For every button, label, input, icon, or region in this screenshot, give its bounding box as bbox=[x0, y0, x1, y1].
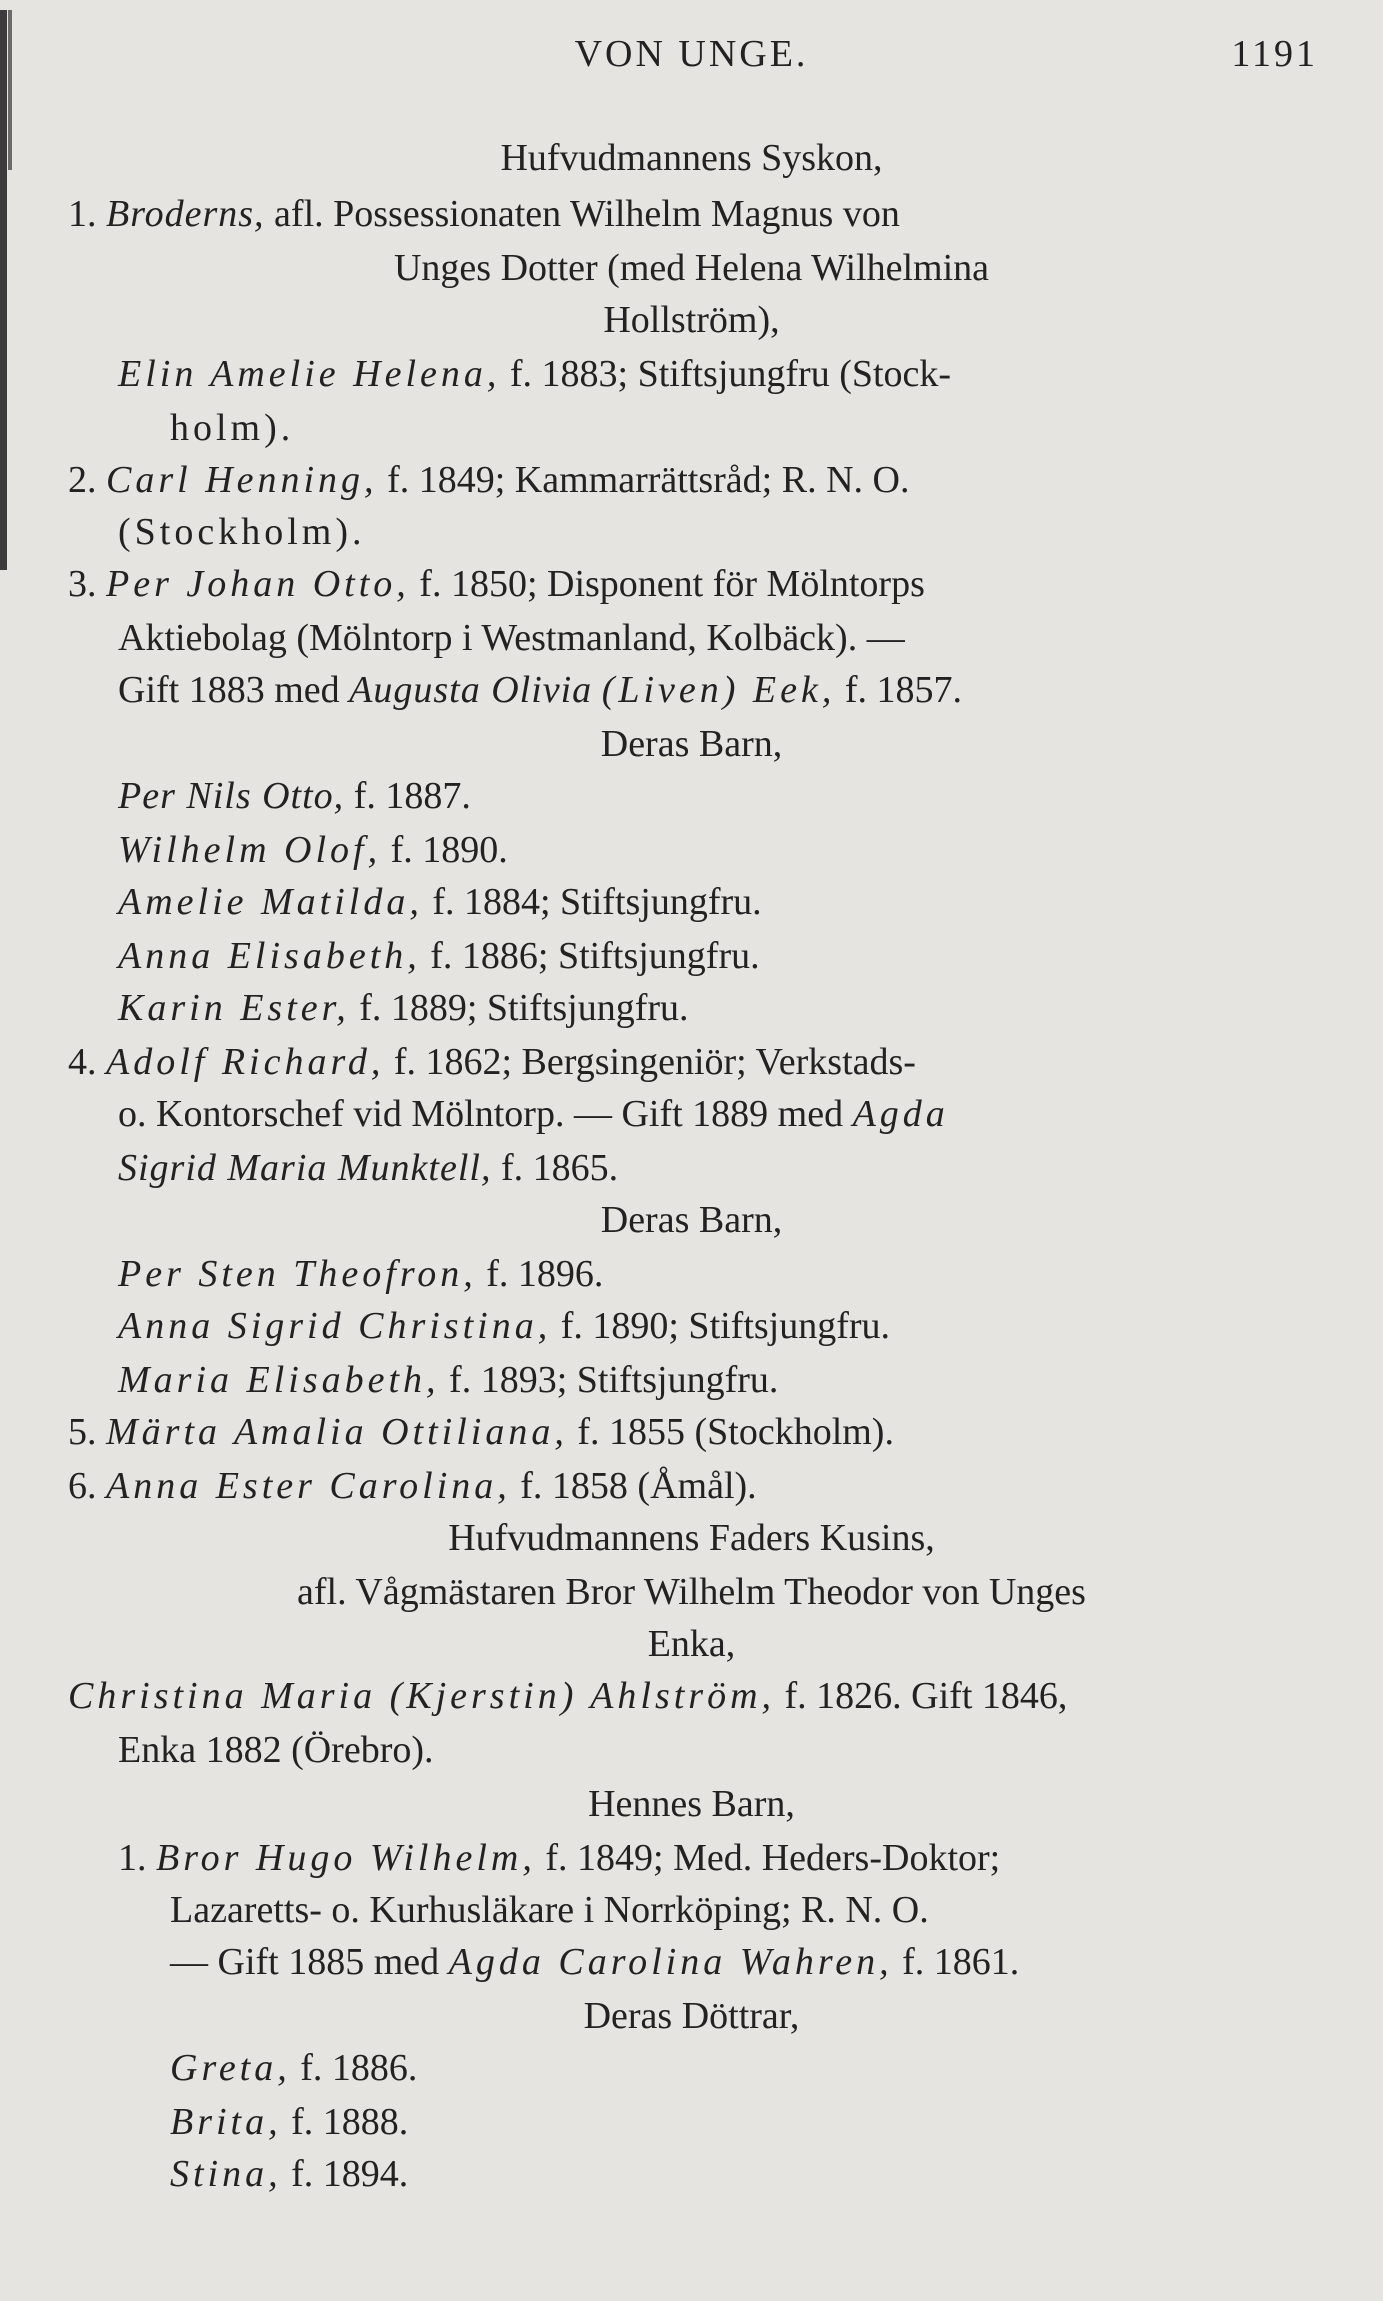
person-name: Maria Elisabeth, bbox=[118, 1359, 440, 1401]
widow-line-1: Christina Maria (Kjerstin) Ahlström, f. 1826. Gift 1846, bbox=[68, 1675, 1068, 1717]
entry-intro: Broderns, bbox=[106, 193, 265, 235]
list-item: Stina, f. 1894. bbox=[170, 2153, 409, 2195]
heading-cousins-line-2: afl. Vågmästaren Bror Wilhelm Theodor von Unges bbox=[297, 1571, 1086, 1613]
entry-2-line-2: (Stockholm). bbox=[118, 511, 366, 553]
list-item: Greta, f. 1886. bbox=[170, 2047, 418, 2089]
list-item: Maria Elisabeth, f. 1893; Stiftsjungfru. bbox=[118, 1359, 779, 1401]
entry-3-line-3: Gift 1883 med Augusta Olivia (Liven) Eek, f. 1857. bbox=[118, 669, 963, 711]
entry-1-line-2: Unges Dotter (med Helena Wilhelmina bbox=[393, 247, 990, 289]
entry-4-line-3: Sigrid Maria Munktell, f. 1865. bbox=[118, 1147, 619, 1189]
heading-her-children: Hennes Barn, bbox=[588, 1783, 795, 1825]
entry-3-line-1: 3. Per Johan Otto, f. 1850; Disponent för Mölntorps bbox=[68, 563, 925, 605]
list-item: Per Nils Otto, f. 1887. bbox=[118, 775, 471, 817]
entry-number: 1. bbox=[68, 193, 97, 235]
entry-number: 1. bbox=[118, 1837, 147, 1879]
entry-1-child-cont: holm). bbox=[170, 407, 295, 449]
person-name: Adolf Richard, bbox=[106, 1041, 385, 1083]
entry-1-child: Elin Amelie Helena, f. 1883; Stiftsjungfru (Stock- bbox=[118, 353, 952, 395]
son-line-2: Lazaretts- o. Kurhusläkare i Norrköping; R. N. O. bbox=[170, 1889, 929, 1931]
person-name: Christina Maria (Kjerstin) Ahlström, bbox=[68, 1675, 776, 1717]
person-name: Elin Amelie Helena, bbox=[118, 353, 501, 395]
person-name: Per Johan Otto, bbox=[106, 563, 410, 605]
heading-siblings: Hufvudmannens Syskon, bbox=[500, 137, 883, 179]
header-title: VON UNGE. bbox=[574, 33, 809, 75]
widow-line-2: Enka 1882 (Örebro). bbox=[118, 1729, 434, 1771]
person-name: Brita, bbox=[170, 2101, 282, 2143]
spouse-name: Sigrid Maria Munktell, bbox=[118, 1147, 492, 1189]
entry-1-line-3: Hollström), bbox=[603, 299, 780, 341]
person-name: Anna Elisabeth, bbox=[118, 935, 421, 977]
person-name: Greta, bbox=[170, 2047, 291, 2089]
son-daughters-heading: Deras Döttrar, bbox=[583, 1995, 800, 2037]
list-item: Anna Sigrid Christina, f. 1890; Stiftsjungfru. bbox=[118, 1305, 891, 1347]
heading-cousins-line-3: Enka, bbox=[647, 1623, 736, 1665]
list-item: Amelie Matilda, f. 1884; Stiftsjungfru. bbox=[118, 881, 762, 923]
person-name: Anna Ester Carolina, bbox=[106, 1465, 511, 1507]
list-item: Karin Ester, f. 1889; Stiftsjungfru. bbox=[118, 987, 689, 1029]
entry-number: 6. bbox=[68, 1465, 97, 1507]
entry-3-children-heading: Deras Barn, bbox=[600, 723, 783, 765]
heading-cousins: Hufvudmannens Faders Kusins, bbox=[448, 1517, 935, 1559]
list-item: Wilhelm Olof, f. 1890. bbox=[118, 829, 508, 871]
page-number: 1191 bbox=[1231, 33, 1318, 75]
list-item: Anna Elisabeth, f. 1886; Stiftsjungfru. bbox=[118, 935, 760, 977]
person-name: Märta Amalia Ottiliana, bbox=[106, 1411, 568, 1453]
person-name: Karin Ester, bbox=[118, 987, 350, 1029]
entry-number: 4. bbox=[68, 1041, 97, 1083]
entry-4-line-2: o. Kontorschef vid Mölntorp. — Gift 1889 med Agda bbox=[118, 1093, 949, 1135]
son-line-1: 1. Bror Hugo Wilhelm, f. 1849; Med. Heders-Doktor; bbox=[118, 1837, 1001, 1879]
person-name: Bror Hugo Wilhelm, bbox=[156, 1837, 536, 1879]
entry-number: 2. bbox=[68, 459, 97, 501]
entry-4-line-1: 4. Adolf Richard, f. 1862; Bergsingeniör; Verkstads- bbox=[68, 1041, 916, 1083]
spouse-name: Agda bbox=[852, 1093, 949, 1135]
son-line-3: — Gift 1885 med Agda Carolina Wahren, f. 1861. bbox=[170, 1941, 1020, 1983]
entry-number: 3. bbox=[68, 563, 97, 605]
person-name: Per Sten Theofron, bbox=[118, 1253, 477, 1295]
list-item: Brita, f. 1888. bbox=[170, 2101, 409, 2143]
entry-2-line-1: 2. Carl Henning, f. 1849; Kammarrättsråd; R. N. O. bbox=[68, 459, 910, 501]
list-item: Per Sten Theofron, f. 1896. bbox=[118, 1253, 604, 1295]
entry-6: 6. Anna Ester Carolina, f. 1858 (Åmål). bbox=[68, 1465, 757, 1507]
entry-1-line-1: 1. Broderns, afl. Possessionaten Wilhelm Magnus von bbox=[68, 193, 900, 235]
person-name: Anna Sigrid Christina, bbox=[118, 1305, 552, 1347]
spouse-name: Augusta Olivia bbox=[349, 669, 593, 711]
entry-4-children-heading: Deras Barn, bbox=[600, 1199, 783, 1241]
person-name: Wilhelm Olof, bbox=[118, 829, 382, 871]
entry-number: 5. bbox=[68, 1411, 97, 1453]
running-header bbox=[0, 26, 1383, 82]
person-name: Carl Henning, bbox=[106, 459, 378, 501]
person-name: Amelie Matilda, bbox=[118, 881, 423, 923]
person-name: Per Nils Otto, bbox=[118, 775, 345, 817]
person-name: Stina, bbox=[170, 2153, 282, 2195]
entry-5: 5. Märta Amalia Ottiliana, f. 1855 (Stockholm). bbox=[68, 1411, 894, 1453]
entry-3-line-2: Aktiebolag (Mölntorp i Westmanland, Kolbäck). — bbox=[118, 617, 905, 659]
spouse-name: Agda Carolina Wahren, bbox=[448, 1941, 893, 1983]
